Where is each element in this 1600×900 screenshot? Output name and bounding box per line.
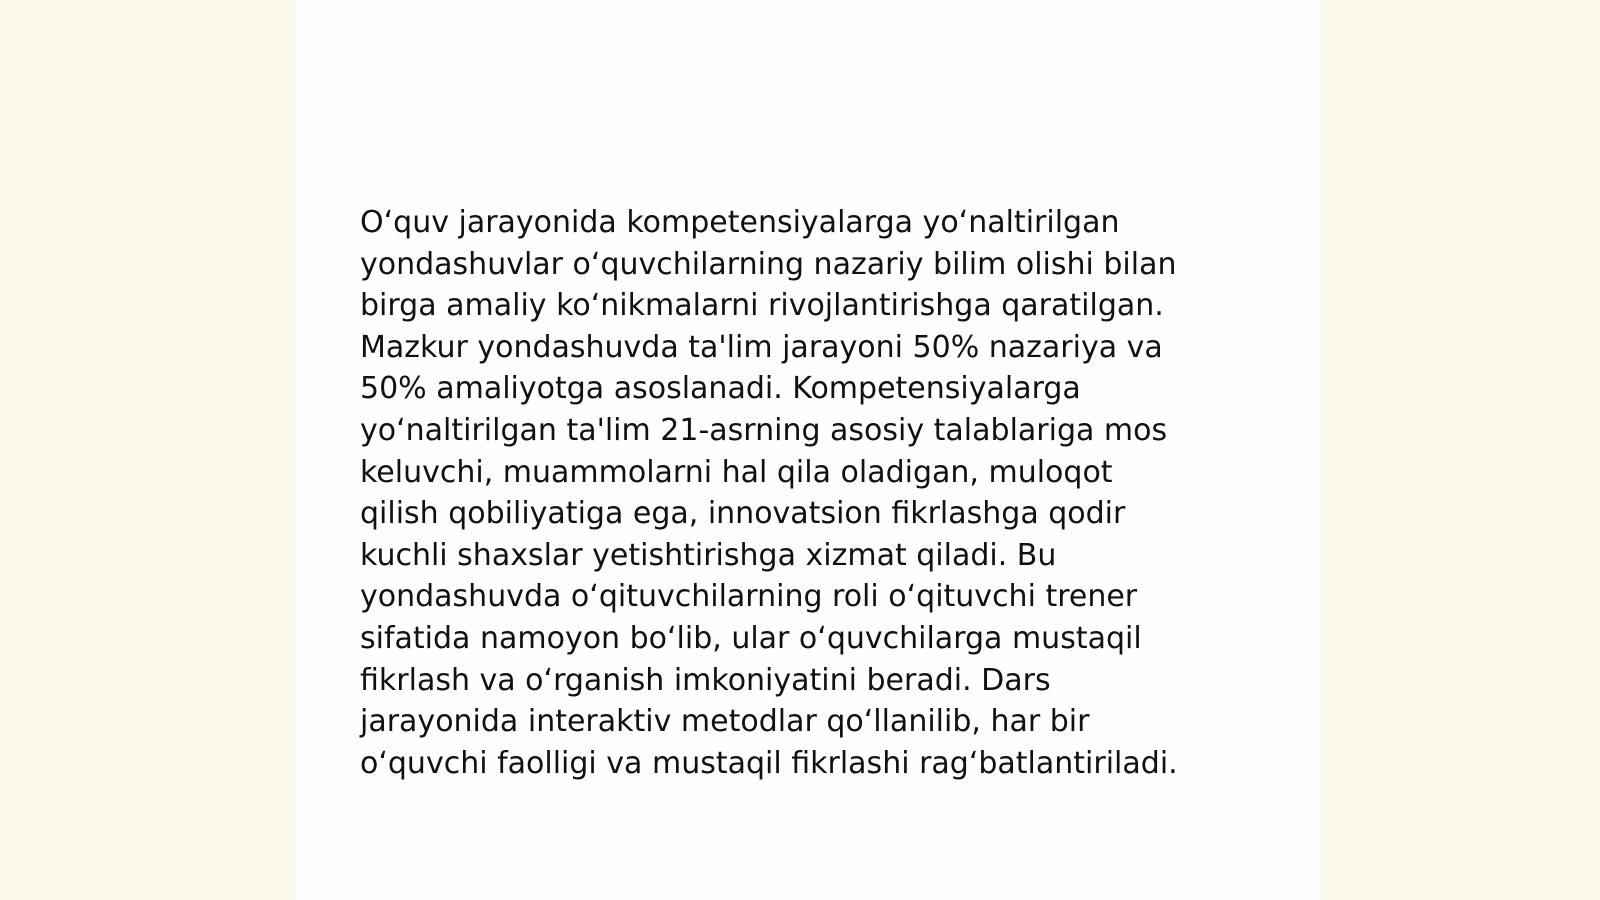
body-paragraph	[360, 202, 1260, 784]
paragraph-line: fikrlash va o‘rganish imkoniyatini beradi. Dars	[360, 662, 1051, 698]
paragraph-line: Mazkur yondashuvda ta'lim jarayoni 50% nazariya va	[360, 329, 1163, 365]
paragraph-line: keluvchi, muammolarni hal qila oladigan, muloqot	[360, 454, 1113, 490]
paragraph-line: kuchli shaxslar yetishtirishga xizmat qiladi. Bu	[360, 537, 1057, 573]
document-page	[296, 0, 1320, 900]
paragraph-line: yondashuvlar o‘quvchilarning nazariy bilim olishi bilan	[360, 246, 1177, 282]
paragraph-line: O‘quv jarayonida kompetensiyalarga yo‘naltirilgan	[360, 205, 1120, 240]
paragraph-line: yondashuvda o‘qituvchilarning roli o‘qituvchi trener	[360, 579, 1138, 615]
paragraph-line: o‘quvchi faolligi va mustaqil fikrlashi rag‘batlantiriladi.	[360, 745, 1178, 781]
paragraph-line: sifatida namoyon bo‘lib, ular o‘quvchilarga mustaqil	[360, 620, 1142, 656]
paragraph-line: jarayonida interaktiv metodlar qo‘llanilib, har bir	[360, 704, 1090, 740]
paragraph-line: yo‘naltirilgan ta'lim 21-asrning asosiy talablariga mos	[360, 412, 1168, 448]
paragraph-line: qilish qobiliyatiga ega, innovatsion fikrlashga qodir	[360, 496, 1126, 532]
paragraph-line: 50% amaliyotga asoslanadi. Kompetensiyalarga	[360, 371, 1081, 407]
paragraph-line: birga amaliy ko‘nikmalarni rivojlantirishga qaratilgan.	[360, 288, 1164, 324]
